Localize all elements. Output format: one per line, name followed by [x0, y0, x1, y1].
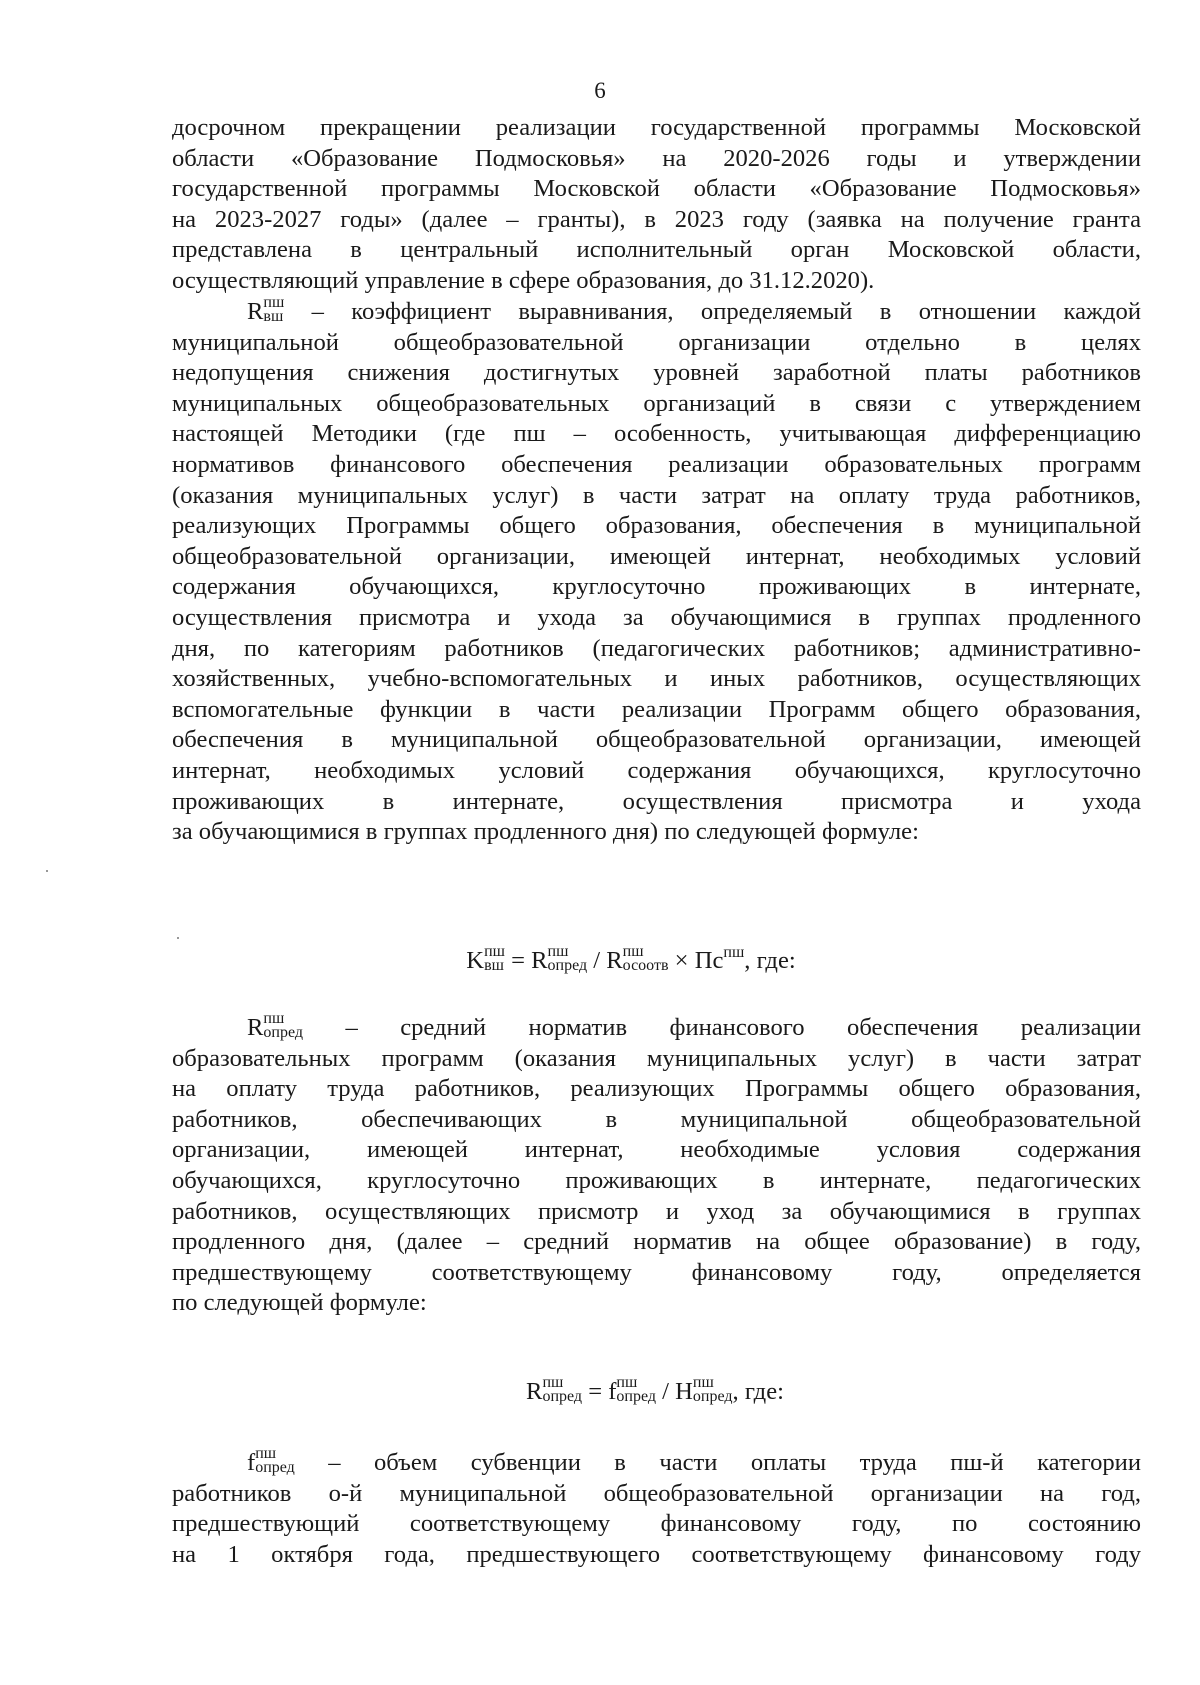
- text-line: осуществления присмотра и ухода за обучающимися в группах продленного: [172, 603, 1141, 631]
- text-line: продленного дня, (далее – средний норматив на общее образование) в году,: [172, 1228, 1141, 1256]
- paragraph-continuation: [172, 113, 1141, 297]
- formula-r-opred: [0, 1376, 1200, 1408]
- text-line: реализующих Программы общего образования, обеспечения в муниципальной: [172, 512, 1141, 540]
- text-line: дня, по категориям работников (педагогических работников; административно-: [172, 634, 1141, 662]
- text-line: (оказания муниципальных услуг) в части затрат на оплату труда работников,: [172, 481, 1141, 509]
- text-line: обучающихся, круглосуточно проживающих в интернате, педагогических: [172, 1166, 1141, 1194]
- paragraph-coefficient-definition: [172, 294, 1141, 848]
- text-line: осуществляющий управление в сфере образования, до 31.12.2020).: [172, 266, 875, 294]
- division-sign: /: [656, 1378, 676, 1405]
- formula-term: Н пш опред: [675, 1374, 733, 1406]
- formula-term: R пш опред: [526, 1374, 583, 1406]
- text-line: организации, имеющей интернат, необходимые условия содержания: [172, 1136, 1141, 1164]
- text-line: государственной программы Московской области «Образование Подмосковья»: [172, 175, 1141, 203]
- text-line: муниципальной общеобразовательной организации отдельно в целях: [172, 328, 1141, 356]
- text-line: области «Образование Подмосковья» на 2020-2026 годы и утверждении: [172, 144, 1141, 172]
- text-line: образовательных программ (оказания муниципальных услуг) в части затрат: [172, 1044, 1141, 1072]
- text-line: общеобразовательной организации, имеющей интернат, необходимых условий: [172, 542, 1141, 570]
- formula-term: $Пс^{пш}$: [694, 944, 745, 974]
- text-line: вспомогательные функции в части реализации Программ общего образования,: [172, 695, 1141, 723]
- text-line: недопущения снижения достигнутых уровней заработной платы работников: [172, 359, 1141, 387]
- text-line: по следующей формуле:: [172, 1289, 427, 1317]
- text-line: содержания обучающихся, круглосуточно проживающих в интернате,: [172, 573, 1141, 601]
- text-line: обеспечения в муниципальной общеобразовательной организации, имеющей: [172, 726, 1141, 754]
- symbol-r-vsh: R пш вш: [247, 294, 285, 326]
- text-line: настоящей Методики (где пш – особенность, учитывающая дифференциацию: [172, 420, 1141, 448]
- text-line: за обучающимися в группах продленного дня) по следующей формуле:: [172, 818, 919, 846]
- text-line: досрочном прекращении реализации государственной программы Московской: [172, 114, 1141, 141]
- formula-term: K пш вш: [466, 943, 505, 975]
- formula-k-vsh: [0, 937, 1200, 977]
- multiplication-sign: ×: [668, 947, 695, 974]
- text-line: предшествующему соответствующему финансовому году, определяется: [172, 1258, 1141, 1286]
- text-line: на оплату труда работников, реализующих Программы общего образования,: [172, 1075, 1141, 1103]
- text-line-first: f пш опред – объем субвенции в части оплаты труда пш-й категории: [172, 1448, 1141, 1479]
- division-sign: /: [587, 947, 607, 974]
- text-line: на 1 октября года, предшествующего соответствующему финансовому году: [172, 1540, 1141, 1568]
- text-line: на 2023-2027 годы» (далее – гранты), в 2023 году (заявка на получение гранта: [172, 205, 1141, 233]
- paragraph-subvention-definition: [172, 1445, 1141, 1570]
- scan-speck: [177, 937, 179, 939]
- equals-sign: =: [582, 1378, 609, 1405]
- text-line-first: R пш опред – средний норматив финансового обеспечения реализации: [172, 1013, 1141, 1044]
- text-line: интернат, необходимых условий содержания обучающихся, круглосуточно: [172, 756, 1141, 784]
- text-line: хозяйственных, учебно-вспомогательных и иных работников, осуществляющих: [172, 665, 1141, 693]
- equals-sign: =: [504, 947, 532, 974]
- formula-tail: , где:: [732, 1378, 784, 1405]
- symbol-f-opred: f пш опред: [247, 1445, 295, 1477]
- text-line: представлена в центральный исполнительный орган Московской области,: [172, 236, 1141, 264]
- formula-term: R пш опред: [531, 943, 588, 975]
- text-line: работников, осуществляющих присмотр и уход за обучающимися в группах: [172, 1197, 1141, 1225]
- text-line: работников, обеспечивающих в муниципальной общеобразовательной: [172, 1105, 1141, 1133]
- formula-term: f пш опред: [608, 1374, 657, 1406]
- text-line: предшествующий соответствующему финансовому году, по состоянию: [172, 1510, 1141, 1538]
- text-line: проживающих в интернате, осуществления присмотра и ухода: [172, 787, 1141, 815]
- formula-tail: , где:: [744, 947, 796, 974]
- text-line: работников о-й муниципальной общеобразовательной организации на год,: [172, 1479, 1141, 1507]
- text-line-first: R пш вш – коэффициент выравнивания, определяемый в отношении каждой: [172, 297, 1141, 328]
- page-number: 6: [594, 78, 606, 103]
- text-line: муниципальных общеобразовательных организаций в связи с утверждением: [172, 389, 1141, 417]
- paragraph-average-norm-definition: [172, 1010, 1141, 1319]
- text-line: нормативов финансового обеспечения реализации образовательных программ: [172, 450, 1141, 478]
- symbol-r-opred: R пш опред: [247, 1010, 303, 1042]
- formula-term: R пш осоотв: [606, 943, 669, 975]
- scan-speck: [46, 870, 48, 872]
